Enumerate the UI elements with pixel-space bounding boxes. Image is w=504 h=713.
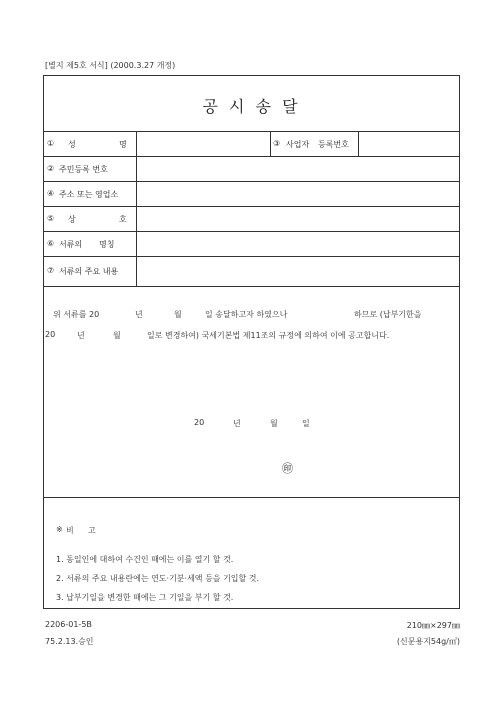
form-code: 2206-01-5B [45, 620, 92, 629]
addr-value[interactable] [137, 181, 459, 205]
row-address [44, 181, 459, 207]
body-line2-d: 일로 변경하여) 국세기본법 제11조의 규정에 의하여 이에 공고합니다. [147, 331, 390, 340]
docname-label: 서류의 [59, 240, 83, 249]
date-year-unit: 년 [233, 419, 241, 428]
doccontent-label-num: ⑦ [47, 266, 55, 275]
date-month-unit: 월 [270, 419, 278, 428]
row-rrn [44, 156, 459, 182]
trade-label-num: ⑤ [47, 214, 55, 223]
body-line2-b: 년 [77, 331, 85, 340]
rrn-label: 주민등록 번호 [59, 165, 108, 174]
form-frame [43, 75, 460, 609]
remarks-mark: ※ [56, 525, 63, 534]
body-line1-a: 위 서류를 20 [53, 310, 100, 319]
docname-value[interactable] [137, 231, 459, 255]
docname-label-num: ⑥ [47, 239, 55, 248]
row-doc-name [44, 231, 459, 257]
doccontent-label: 서류의 주요 내용 [59, 267, 119, 276]
body-line2-c: 월 [113, 331, 121, 340]
addr-label: 주소 또는 영업소 [59, 190, 119, 199]
rrn-label-num: ② [47, 164, 55, 173]
date-year: 20 [194, 418, 205, 427]
trade-value[interactable] [137, 206, 459, 230]
body-line1-e: 하므로 (납부기한을 [354, 310, 422, 319]
name-label-2: 명 [119, 140, 127, 149]
bizno-label-num: ③ [273, 139, 281, 148]
remarks-item: 2. 서류의 주요 내용란에는 연도·기분·세액 등을 기입할 것. [56, 574, 260, 583]
seal-mark: ㊞ [282, 462, 293, 475]
name-label: 성 [68, 140, 76, 149]
paper-size: 210㎜×297㎜ [406, 621, 460, 630]
bizno-value[interactable] [359, 131, 459, 155]
notice-body [44, 286, 459, 498]
form-number: [별지 제5호 서식] (2000.3.27 개정) [45, 61, 176, 70]
rrn-value[interactable] [137, 156, 459, 180]
trade-label: 상 [68, 215, 76, 224]
name-value[interactable] [137, 131, 270, 155]
remarks-item: 1. 동일인에 대하여 수건인 때에는 이를 열기 할 것. [56, 555, 234, 564]
addr-label-num: ④ [47, 189, 55, 198]
body-line1-b: 년 [135, 310, 143, 319]
paper-type: (신문용지54g/㎡) [396, 637, 460, 646]
row-trade-name [44, 206, 459, 232]
row-name [44, 131, 459, 157]
body-line1-d: 일 송달하고자 하였으나 [205, 310, 288, 319]
row-doc-content [44, 256, 459, 287]
trade-label-2: 호 [119, 215, 127, 224]
body-line2-a: 20 [45, 330, 56, 339]
remarks-section [44, 497, 459, 609]
bizno-label: 사업자 [286, 140, 310, 149]
title-row [44, 76, 459, 132]
bizno-label-2: 등록번호 [318, 140, 349, 149]
form-title: 공 시 송 달 [202, 97, 301, 116]
date-day-unit: 일 [302, 419, 310, 428]
divider [270, 131, 271, 156]
remarks-item: 3. 납부기일을 변경한 때에는 그 기일을 부기 할 것. [56, 593, 234, 602]
docname-label-2: 명칭 [99, 240, 115, 249]
name-label-num: ① [47, 139, 55, 148]
body-line1-c: 월 [174, 310, 182, 319]
remarks-heading-2: 고 [88, 526, 96, 535]
remarks-heading: 비 [66, 526, 74, 535]
approval-date: 75.2.13.승인 [45, 637, 94, 646]
doccontent-value[interactable] [137, 256, 459, 285]
